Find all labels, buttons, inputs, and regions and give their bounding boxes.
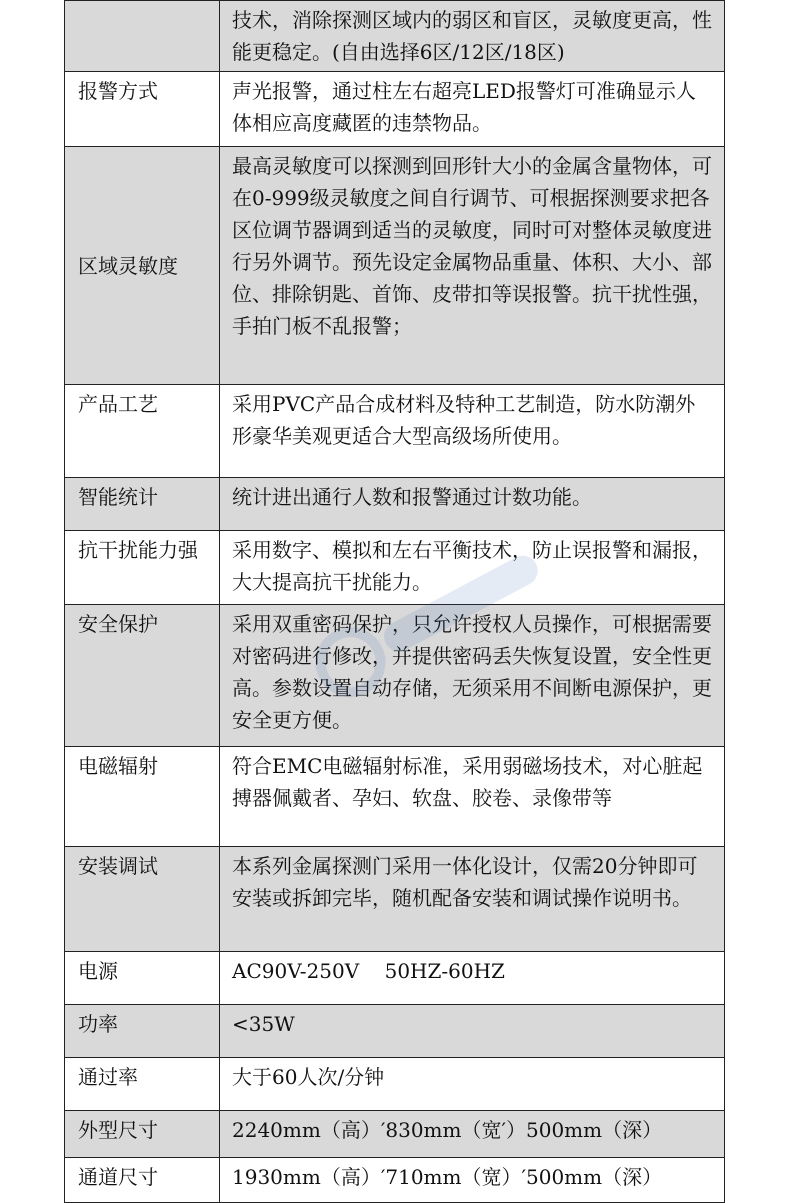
row-value: 大于60人次/分钟 — [220, 1058, 725, 1111]
row-label — [65, 1, 220, 72]
table-row — [65, 1158, 725, 1203]
row-label: 外型尺寸 — [65, 1111, 220, 1158]
row-label: 通过率 — [65, 1058, 220, 1111]
row-label: 功率 — [65, 1005, 220, 1058]
table-row — [65, 478, 725, 531]
table-row — [65, 1005, 725, 1058]
row-label: 安装调试 — [65, 847, 220, 952]
row-label: 区域灵敏度 — [65, 147, 220, 385]
row-value: 本系列金属探测门采用一体化设计，仅需20分钟即可安装或拆卸完毕，随机配备安装和调试操作说明书。 — [220, 847, 725, 952]
table-row — [65, 531, 725, 605]
row-value: 2240mm（高）′830mm（宽′）500mm（深） — [220, 1111, 725, 1158]
row-value: 采用PVC产品合成材料及特种工艺制造，防水防潮外形豪华美观更适合大型高级场所使用。 — [220, 385, 725, 478]
row-value: 统计进出通行人数和报警通过计数功能。 — [220, 478, 725, 531]
table-row — [65, 72, 725, 147]
row-value: 符合EMC电磁辐射标准，采用弱磁场技术，对心脏起搏器佩戴者、孕妇、软盘、胶卷、录像带等 — [220, 747, 725, 847]
row-label: 报警方式 — [65, 72, 220, 147]
row-value: 采用双重密码保护，只允许授权人员操作，可根据需要对密码进行修改，并提供密码丢失恢复设置，安全性更高。参数设置自动存储，无须采用不间断电源保护，更安全更方便。 — [220, 605, 725, 747]
table-row — [65, 385, 725, 478]
row-label: 智能统计 — [65, 478, 220, 531]
row-value: 声光报警，通过柱左右超亮LED报警灯可准确显示人体相应高度藏匿的违禁物品。 — [220, 72, 725, 147]
row-label: 通道尺寸 — [65, 1158, 220, 1203]
table-row — [65, 605, 725, 747]
row-value: 采用数字、模拟和左右平衡技术，防止误报警和漏报，大大提高抗干扰能力。 — [220, 531, 725, 605]
row-value: 1930mm（高）′710mm（宽）′500mm（深） — [220, 1158, 725, 1203]
table-row — [65, 1111, 725, 1158]
table-row — [65, 147, 725, 385]
row-label: 安全保护 — [65, 605, 220, 747]
row-label: 电磁辐射 — [65, 747, 220, 847]
row-value: 技术，消除探测区域内的弱区和盲区，灵敏度更高，性能更稳定。(自由选择6区/12区/18区) — [220, 1, 725, 72]
spec-table-body — [65, 1, 725, 1203]
row-value: 最高灵敏度可以探测到回形针大小的金属含量物体，可在0-999级灵敏度之间自行调节、可根据探测要求把各区位调节器调到适当的灵敏度，同时可对整体灵敏度进行另外调节。预先设定金属物品重量、体积、大小、部位、排除钥匙、首饰、皮带扣等误报警。抗干扰性强，手拍门板不乱报警； — [220, 147, 725, 385]
table-row — [65, 847, 725, 952]
table-row — [65, 952, 725, 1005]
table-row — [65, 747, 725, 847]
table-row — [65, 1, 725, 72]
row-value: <35W — [220, 1005, 725, 1058]
table-row — [65, 1058, 725, 1111]
row-label: 产品工艺 — [65, 385, 220, 478]
row-label: 抗干扰能力强 — [65, 531, 220, 605]
row-label: 电源 — [65, 952, 220, 1005]
row-value: AC90V-250V 50HZ-60HZ — [220, 952, 725, 1005]
spec-table — [64, 0, 725, 1203]
